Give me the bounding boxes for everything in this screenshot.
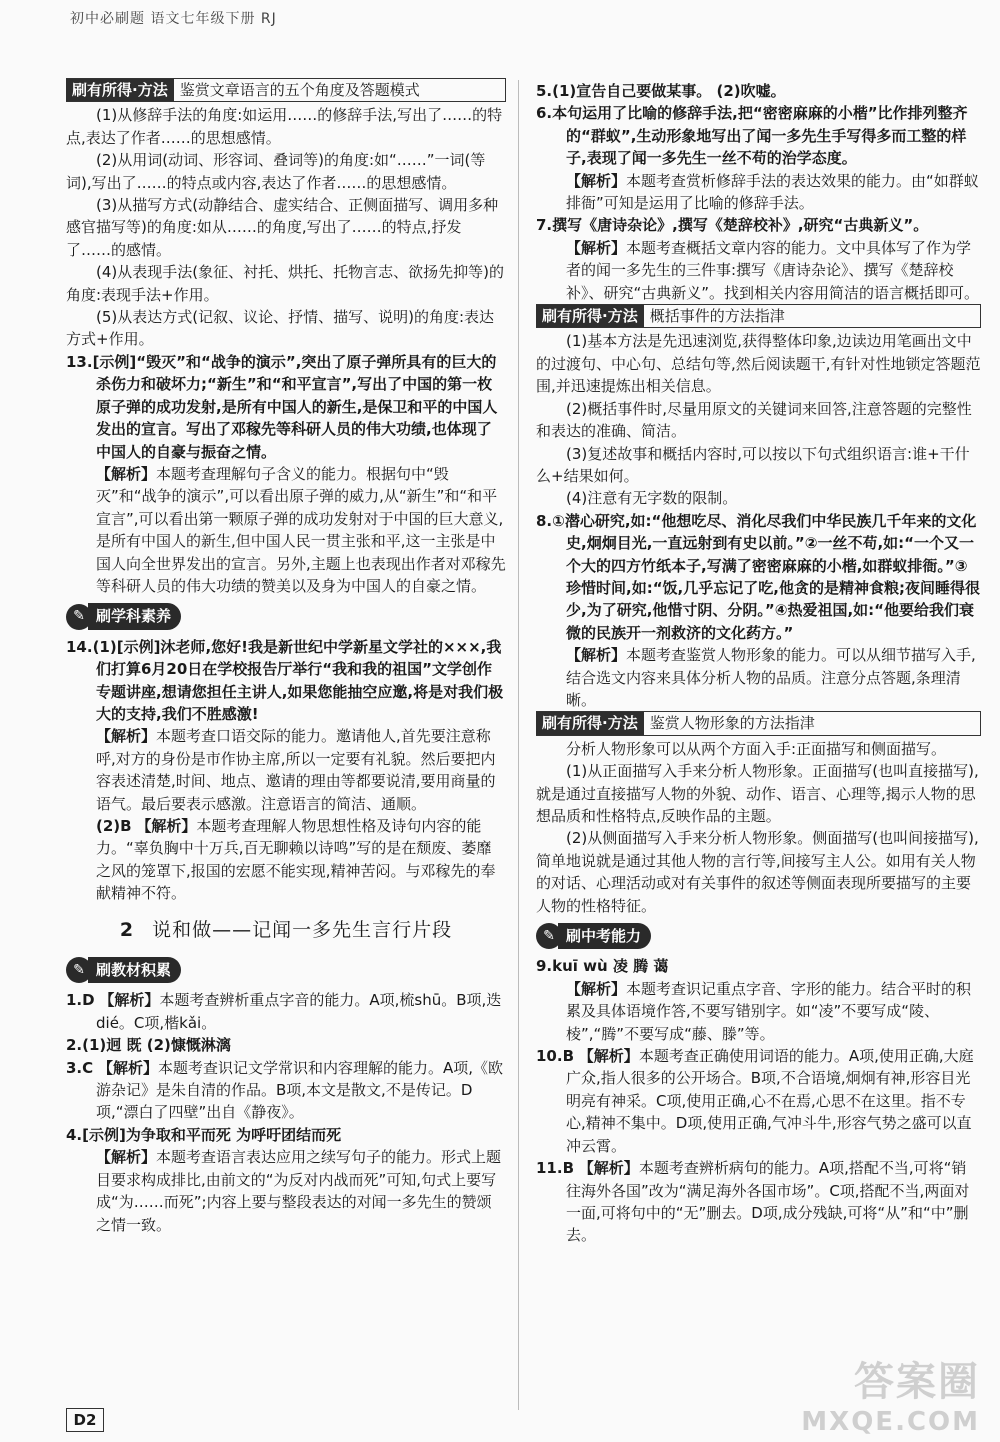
method-tip-label: 刷有所得·方法 — [66, 79, 174, 101]
question-14 — [66, 636, 506, 726]
question-number: 14. — [66, 637, 93, 656]
section-badge — [66, 957, 181, 983]
analysis — [66, 1146, 506, 1236]
item-10 — [536, 1045, 981, 1157]
section-badge — [66, 603, 181, 629]
watermark-main: 答案圈 — [854, 1359, 980, 1405]
tip-paragraph: 分析人物形象可以从两个方面入手:正面描写和侧面描写。 — [566, 739, 947, 758]
analysis-text: 本题考查语言表达应用之续写句子的能力。形式上题目要求构成排比,由前文的“为反对内战而死”可知,句式上要写成“为……而死”;内容上要与整段表达的对闻一多先生的赞颂之情一致。 — [96, 1148, 502, 1234]
item-number: 10. — [536, 1047, 563, 1066]
answer-text: (2)B — [96, 817, 132, 835]
question-number: 13. — [66, 352, 93, 371]
badge-label: 刷中考能力 — [558, 923, 651, 949]
analysis-label: 【解析】 — [99, 991, 160, 1010]
analysis-text: 本题考查概括文章内容的能力。文中具体写了作为学者的闻一多先生的三件事:撰写《唐诗杂论》、撰写《楚辞校补》、研究“古典新义”。找到相关内容用简洁的语言概括即可。 — [566, 238, 980, 302]
item-answer: (1)迥 既 (2)慷慨淋漓 — [82, 1036, 231, 1055]
tip-paragraph: (1)从正面描写入手来分析人物形象。正面描写(也叫直接描写),就是通过直接描写人物的外貌、动作、语言、心理等,揭示人物的思想品质和性格特点,反映作品的主题。 — [536, 762, 979, 825]
answer-text: [示例]“毁灭”和“战争的演示”,突出了原子弹所具有的巨大的杀伤力和破坏力;“新生”和“和平宣言”,写出了中国的第一枚原子弹的成功发射,是所有中国人的新生,是保卫和平的中国人发出的宣言。写出了邓稼先等科研人员的伟大功绩,也体现了中国人的自豪与振奋之情。 — [92, 352, 498, 461]
analysis — [536, 237, 981, 304]
tip-paragraph: (4)注意有无字数的限制。 — [566, 489, 738, 508]
analysis-label: 【解析】 — [578, 1047, 639, 1066]
tip-paragraph: (3)复述故事和概括内容时,可以按以下句式组织语言:谁+干什么+结果如何。 — [536, 444, 970, 485]
analysis-text: 本题考查识记重点字音、字形的能力。结合平时的积累及具体语境作答,不要写错别字。如“凌”不要写成“陵、棱”,“腾”不要写成“藤、滕”等。 — [566, 979, 972, 1043]
item-answer: [示例]为争取和平而死 为呼吁团结而死 — [82, 1125, 342, 1144]
item-1 — [66, 989, 506, 1034]
tip-paragraph: (2)概括事件时,尽量用原文的关键词来回答,注意答题的完整性和表达的准确、简洁。 — [536, 399, 972, 441]
badge-label: 刷教材积累 — [88, 957, 181, 983]
item-number: 2. — [66, 1036, 83, 1055]
method-tip-header — [66, 78, 506, 102]
right-column — [536, 80, 981, 1247]
analysis-label: 【解析】 — [136, 817, 197, 835]
item-number: 11. — [536, 1159, 563, 1178]
item-number: 4. — [66, 1125, 83, 1144]
item-number: 9. — [536, 957, 553, 976]
item-answer: D — [82, 991, 95, 1010]
watermark-logo — [801, 1350, 980, 1437]
analysis-label: 【解析】 — [96, 1148, 157, 1167]
method-tip-title: 鉴赏人物形象的方法指津 — [649, 714, 815, 733]
analysis — [536, 644, 981, 711]
item-answer: (1)宣告自己要做某事。 (2)吹嘘。 — [552, 82, 786, 100]
badge-label: 刷学科素养 — [88, 603, 181, 629]
tip-paragraph: (1)基本方法是先迅速浏览,获得整体印象,边读边用笔画出文中的过渡句、中心句、总结句等,然后阅读题干,有针对性地锁定答题范围,并迅速提炼出相关信息。 — [536, 332, 981, 396]
method-tip-header — [536, 304, 981, 328]
section-heading: 说和做——记闻一多先生言行片段 — [152, 918, 453, 941]
item-5 — [536, 80, 981, 102]
item-7 — [536, 214, 981, 236]
analysis — [66, 463, 506, 597]
analysis-text: 本题考查辨析重点字音的能力。A项,梳shū。B项,迭dié。C项,楷kǎi。 — [96, 991, 502, 1032]
brush-icon: ✎ — [66, 957, 92, 983]
tip-paragraph: (1)从修辞手法的角度:如运用……的修辞手法,写出了……的特点,表达了作者……的思想感情。 — [66, 106, 503, 147]
method-tip-label: 刷有所得·方法 — [536, 305, 644, 327]
analysis-label: 【解析】 — [566, 646, 627, 665]
section-badge — [536, 923, 651, 949]
analysis-label: 【解析】 — [97, 1058, 158, 1077]
method-tip-title: 鉴赏文章语言的五个角度及答题模式 — [179, 81, 420, 99]
item-6 — [536, 102, 981, 169]
question-13 — [66, 351, 506, 463]
analysis-label: 【解析】 — [578, 1159, 639, 1178]
analysis-text: 本题考查赏析修辞手法的表达效果的能力。由“如群蚁排衙”可知是运用了比喻的修辞手法。 — [566, 171, 979, 213]
method-tip-header — [536, 711, 981, 735]
item-answer: kuī wù 凌 腾 蔼 — [552, 957, 669, 976]
page-header: 初中必刷题 语文七年级下册 RJ — [70, 11, 277, 27]
section-title — [66, 919, 506, 941]
analysis-text: 本题考查正确使用词语的能力。A项,使用正确,大庭广众,指人很多的公开场合。B项,不合语境,炯炯有神,形容目光明亮有神采。C项,使用正确,心不在焉,心思不在这里。指不专心,精神不集中。D项,使用正确,气冲斗牛,形容气势之盛可以直冲云霄。 — [566, 1047, 974, 1155]
analysis-label: 【解析】 — [96, 464, 157, 483]
analysis-label: 【解析】 — [96, 727, 157, 746]
watermark-url: MXQE.COM — [801, 1407, 980, 1437]
item-4 — [66, 1124, 506, 1146]
item-3 — [66, 1057, 506, 1124]
tip-paragraph: (2)从侧面描写入手来分析人物形象。侧面描写(也叫间接描写),简单地说就是通过其他人物的言行等,间接写主人公。如用有关人物的对话、心理活动或对有关事件的叙述等侧面表现所要描写的主要人物的性格特征。 — [536, 829, 979, 915]
item-8 — [536, 510, 981, 644]
analysis-text: 本题考查理解人物思想性格及诗句内容的能力。“辜负胸中十万兵,百无聊赖以诗鸣”写的是在颓废、萎靡之风的笼罩下,报国的宏愿不能实现,精神苦闷。与邓稼先的奉献精神不符。 — [96, 817, 496, 903]
analysis-text: 本题考查口语交际的能力。邀请他人,首先要注意称呼,对方的身份是市作协主席,所以一定要有礼貌。然后要把内容表述清楚,时间、地点、邀请的理由等都要说清,要用商量的语气。最后要表示感激。注意语言的简洁、通顺。 — [96, 727, 496, 813]
item-11 — [536, 1157, 981, 1247]
answer-text: (1)[示例]沐老师,您好!我是新世纪中学新星文学社的×××,我们打算6月20日在学校报告厅举行“我和我的祖国”文学创作专题讲座,想请您担任主讲人,如果您能抽空应邀,将是对我们极大的支持,我们不胜感激! — [92, 637, 504, 723]
method-tip-label: 刷有所得·方法 — [536, 712, 644, 734]
analysis-text: 本题考查理解句子含义的能力。根据句中“毁灭”和“战争的演示”,可以看出原子弹的威力,从“新生”和“和平宣言”,可以看出第一颗原子弹的成功发射对于中国的巨大意义,是所有中国人的新生,但中国人民一贯主张和平,这一主张是中国人向全世界发出的宣言。另外,主题上也表现出作者对邓稼先等科研人员的伟大功绩的赞美以及身为中国人的自豪之情。 — [96, 464, 506, 595]
brush-icon: ✎ — [66, 604, 92, 630]
item-answer: B — [562, 1159, 575, 1178]
tip-paragraph: (2)从用词(动词、形容词、叠词等)的角度:如“……”一词(等词),写出了……的特点或内容,表达了作者……的思想感情。 — [66, 151, 486, 192]
tip-paragraph: (4)从表现手法(象征、衬托、烘托、托物言志、欲扬先抑等)的角度:表现手法+作用。 — [66, 263, 504, 304]
item-answer: ①潜心研究,如:“他想吃尽、消化尽我们中华民族几千年来的文化史,炯炯目光,一直远射到有史以前。”②一丝不苟,如:“一个又一个大的四方竹纸本子,写满了密密麻麻的小楷,如群蚁排衙。”③珍惜时间,如:“饭,几乎忘记了吃,他贪的是精神食粮;夜间睡得很少,为了研究,他惜寸阴、分阴。”④热爱祖国,如:“他要给我们衰微的民族开一剂救济的文化药方。” — [552, 511, 980, 642]
analysis — [66, 815, 506, 905]
item-answer: 撰写《唐诗杂论》,撰写《楚辞校补》,研究“古典新义”。 — [552, 216, 929, 235]
left-column — [66, 78, 506, 1236]
item-number: 6. — [536, 104, 553, 123]
item-9 — [536, 955, 981, 977]
analysis-text: 本题考查鉴赏人物形象的能力。可以从细节描写入手,结合选文内容来具体分析人物的品质。注意分点答题,条理清晰。 — [566, 646, 976, 709]
item-answer: 本句运用了比喻的修辞手法,把“密密麻麻的小楷”比作排列整齐的“群蚁”,生动形象地写出了闻一多先生手写得多而工整的样子,表现了闻一多先生一丝不苟的治学态度。 — [552, 104, 968, 168]
tip-paragraph: (3)从描写方式(动静结合、虚实结合、正侧面描写、调用多种感官描写等)的角度:如从……的角度,写出了……的特点,抒发了……的感情。 — [66, 196, 499, 259]
item-number: 8. — [536, 511, 553, 530]
item-number: 7. — [536, 216, 553, 235]
analysis-label: 【解析】 — [566, 238, 627, 257]
analysis — [536, 170, 981, 215]
analysis-text: 本题考查识记文学常识和内容理解的能力。A项,《欧游杂记》是朱自清的作品。B项,本文是散文,不是传记。D项,“漂白了四壁”出自《静夜》。 — [96, 1058, 503, 1122]
item-number: 1. — [66, 991, 83, 1010]
item-number: 5. — [536, 82, 553, 100]
column-divider — [518, 80, 519, 1410]
tip-paragraph: (5)从表达方式(记叙、议论、抒情、描写、说明)的角度:表达方式+作用。 — [66, 308, 495, 349]
item-answer: B — [562, 1047, 575, 1066]
analysis-label: 【解析】 — [566, 979, 627, 998]
item-answer: C — [82, 1058, 94, 1077]
analysis-text: 本题考查辨析病句的能力。A项,搭配不当,可将“销往海外各国”改为“满足海外各国市场”。C项,搭配不当,两面对一面,可将句中的“无”删去。D项,成分残缺,可将“从”和“中”删去。 — [566, 1159, 970, 1245]
method-tip-title: 概括事件的方法指津 — [649, 307, 785, 326]
brush-icon: ✎ — [536, 923, 562, 949]
analysis — [66, 725, 506, 815]
item-2 — [66, 1034, 506, 1056]
section-number: 2 — [119, 918, 135, 941]
page-number: D2 — [66, 1408, 104, 1432]
analysis — [536, 978, 981, 1045]
analysis-label: 【解析】 — [566, 171, 627, 190]
item-number: 3. — [66, 1058, 83, 1077]
